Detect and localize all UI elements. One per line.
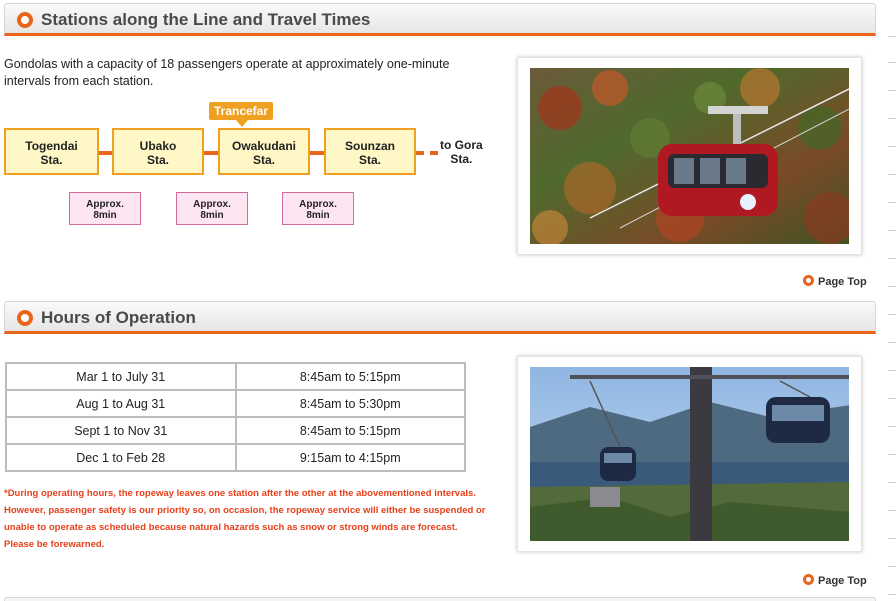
operation-notice: *During operating hours, the ropeway leaves one station after the other at the abovementioned intervals. However, passenger safety is our priority so, on occasion, the ropeway service will either be suspended or unable to operate as scheduled because natural hazards such as snow or strong winds are forecast. Please be forewarned. bbox=[4, 488, 486, 550]
station-suffix: Sta. bbox=[40, 153, 63, 167]
page-top-link[interactable] bbox=[803, 574, 867, 587]
station-sounzan bbox=[324, 128, 416, 175]
station-owakudani bbox=[218, 128, 310, 175]
table-cell-time: 8:45am to 5:30pm bbox=[236, 390, 466, 417]
route-connector bbox=[99, 151, 112, 155]
table-row bbox=[6, 363, 465, 390]
travel-time-value: 8min bbox=[200, 210, 224, 221]
table-cell-period: Sept 1 to Nov 31 bbox=[6, 417, 236, 444]
to-gora-line2: Sta. bbox=[450, 152, 473, 166]
to-gora-line1: to Gora bbox=[440, 138, 483, 152]
page-top-label: Page Top bbox=[818, 276, 867, 288]
table-row bbox=[6, 444, 465, 471]
gondola-lake-photo bbox=[530, 367, 849, 541]
station-suffix: Sta. bbox=[252, 153, 275, 167]
circle-bullet-icon bbox=[17, 12, 33, 28]
hours-table bbox=[5, 362, 466, 472]
station-name: Togendai bbox=[25, 139, 78, 153]
next-section-header bbox=[4, 597, 876, 601]
travel-time-badge bbox=[69, 192, 141, 225]
transfer-arrow-icon bbox=[236, 120, 248, 127]
section-header-stations bbox=[4, 3, 876, 36]
travel-time-label: Approx. bbox=[86, 199, 124, 210]
stations-description: Gondolas with a capacity of 18 passengers operate at approximately one-minute intervals from each station. bbox=[4, 57, 450, 88]
page-top-link[interactable] bbox=[803, 275, 867, 288]
gondola-photo-frame bbox=[517, 356, 862, 552]
station-togendai bbox=[4, 128, 99, 175]
gondola-photo-frame bbox=[517, 57, 862, 255]
section-title: Hours of Operation bbox=[41, 308, 196, 327]
travel-time-label: Approx. bbox=[299, 199, 337, 210]
table-cell-period: Dec 1 to Feb 28 bbox=[6, 444, 236, 471]
circle-arrow-icon bbox=[803, 574, 814, 585]
transfer-label: Trancefar bbox=[209, 102, 273, 120]
page-top-label: Page Top bbox=[818, 575, 867, 587]
route-connector bbox=[204, 151, 218, 155]
page-edge-lines bbox=[888, 0, 896, 601]
gondola-autumn-photo bbox=[530, 68, 849, 244]
table-cell-time: 8:45am to 5:15pm bbox=[236, 363, 466, 390]
route-connector-dashed bbox=[416, 151, 438, 155]
station-ubako bbox=[112, 128, 204, 175]
travel-time-badge bbox=[176, 192, 248, 225]
section-header-hours bbox=[4, 301, 876, 334]
travel-time-value: 8min bbox=[306, 210, 330, 221]
table-row bbox=[6, 417, 465, 444]
table-cell-period: Mar 1 to July 31 bbox=[6, 363, 236, 390]
station-name: Ubako bbox=[139, 139, 177, 153]
table-cell-time: 9:15am to 4:15pm bbox=[236, 444, 466, 471]
station-suffix: Sta. bbox=[146, 153, 169, 167]
travel-time-label: Approx. bbox=[193, 199, 231, 210]
travel-time-value: 8min bbox=[93, 210, 117, 221]
travel-time-badge bbox=[282, 192, 354, 225]
circle-arrow-icon bbox=[803, 275, 814, 286]
to-gora-label bbox=[440, 138, 483, 166]
table-row bbox=[6, 390, 465, 417]
station-name: Owakudani bbox=[231, 139, 296, 153]
table-cell-time: 8:45am to 5:15pm bbox=[236, 417, 466, 444]
section-title: Stations along the Line and Travel Times bbox=[41, 10, 371, 29]
table-cell-period: Aug 1 to Aug 31 bbox=[6, 390, 236, 417]
route-connector bbox=[310, 151, 324, 155]
circle-bullet-icon bbox=[17, 310, 33, 326]
station-suffix: Sta. bbox=[358, 153, 381, 167]
station-name: Sounzan bbox=[345, 139, 395, 153]
